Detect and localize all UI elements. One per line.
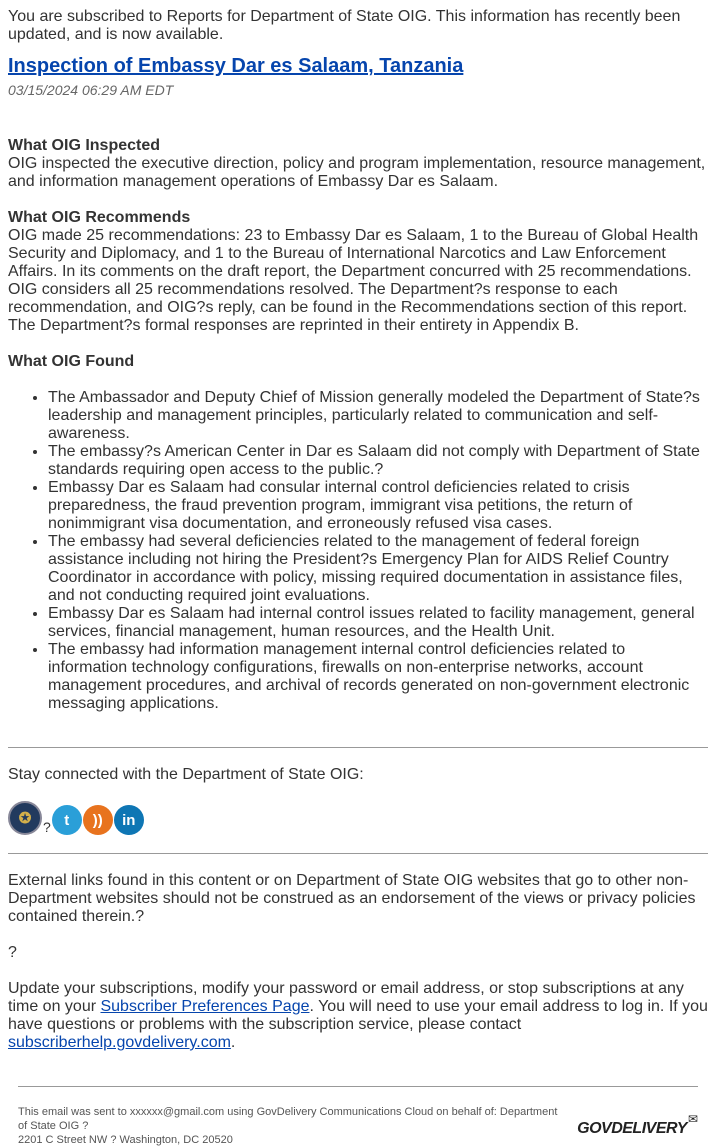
list-item: • The embassy?s American Center in Dar es Salaam did not comply with Department of State standards requiring open access to the public.? <box>48 443 708 479</box>
update-end: . <box>230 1034 236 1051</box>
section-body: OIG made 25 recommendations: 23 to Embassy Dar es Salaam, 1 to the Bureau of Global Health Security and Diplomacy, and 1 to the Bureau of International Narcotics and Law Enforcement Affairs. In its comments on the draft report, the Department concurred with 25 recommendations. OIG considers all 25 recommendations resolved. The Department?s response to each recommendation, and OIG?s reply, can be found in the Recommendations section of this report. The Department?s formal responses are reprinted in their entirety in Appendix B. <box>8 227 699 334</box>
section-heading: What OIG Found <box>8 353 135 370</box>
list-item: • The embassy had information management internal control deficiencies related to information technology configurations, firewalls on non-enterprise networks, account management procedures, and archival of records generated on non-government electronic messaging applications. <box>48 641 708 713</box>
footer-line1: This email was sent to xxxxxx@gmail.com using GovDelivery Communications Cloud on behalf of: Department of State OIG ? <box>18 1106 558 1132</box>
section-inspected <box>8 137 708 191</box>
social-icons <box>8 801 708 835</box>
question-mark-text: ? <box>8 944 17 961</box>
list-item: • Embassy Dar es Salaam had consular internal control deficiencies related to crisis preparedness, the fraud prevention program, immigrant visa petitions, the return of nonimmigrant visa documentation, and erroneously refused visa cases. <box>48 479 708 533</box>
update-pre: Update your subscriptions, modify your password or email address, or stop subscriptions at any time on your <box>8 980 684 1015</box>
section-heading: What OIG Recommends <box>8 209 191 226</box>
govdelivery-logo[interactable] <box>577 1113 698 1139</box>
subscriber-preferences-link[interactable]: Subscriber Preferences Page <box>100 998 310 1015</box>
section-found <box>8 353 708 713</box>
disclaimer-text: External links found in this content or on Department of State OIG websites that go to other non-Department websites should not be construed as an endorsement of the views or privacy policies contained therein.? <box>8 872 696 925</box>
report-title-link[interactable]: Inspection of Embassy Dar es Salaam, Tanzania <box>8 55 464 77</box>
list-item: • The Ambassador and Deputy Chief of Mission generally modeled the Department of State?s leadership and management principles, particularly related to communication and self-awareness. <box>48 389 708 443</box>
update-text <box>8 980 708 1052</box>
stay-connected-text: Stay connected with the Department of State OIG: <box>8 766 364 783</box>
subscriber-help-link[interactable]: subscriberhelp.govdelivery.com <box>8 1034 231 1051</box>
rss-icon[interactable]: )) <box>83 805 113 835</box>
footer-line2: 2201 C Street NW ? Washington, DC 20520 <box>18 1134 233 1146</box>
section-recommends <box>8 209 708 335</box>
publish-date: 03/15/2024 06:29 AM EDT <box>8 82 174 98</box>
separator-text: ? <box>43 819 51 835</box>
logo-text: GOVDELIVERY <box>577 1120 687 1137</box>
intro-text: You are subscribed to Reports for Department of State OIG. This information has recently been updated, and is now available. <box>8 8 681 43</box>
state-seal-icon[interactable]: ✪ <box>8 801 42 835</box>
divider <box>8 853 708 854</box>
list-item: • Embassy Dar es Salaam had internal control issues related to facility management, general services, financial management, human resources, and the Health Unit. <box>48 605 708 641</box>
twitter-icon[interactable]: t <box>52 805 82 835</box>
update-mid: . You will need to use your email address to log in. If you have questions or problems with the subscription service, please contact <box>8 998 708 1033</box>
linkedin-icon[interactable]: in <box>114 805 144 835</box>
envelope-icon: ✉ <box>687 1112 698 1126</box>
list-item: • The embassy had several deficiencies related to the management of federal foreign assistance including not hiring the President?s Emergency Plan for AIDS Relief Country Coordinator in accordance with policy, missing required documentation in assistance files, and not conducting required joint evaluations. <box>48 533 708 605</box>
section-body: OIG inspected the executive direction, policy and program implementation, resource management, and information management operations of Embassy Dar es Salaam. <box>8 155 706 190</box>
section-heading: What OIG Inspected <box>8 137 161 154</box>
findings-list <box>8 389 708 713</box>
divider <box>8 747 708 748</box>
